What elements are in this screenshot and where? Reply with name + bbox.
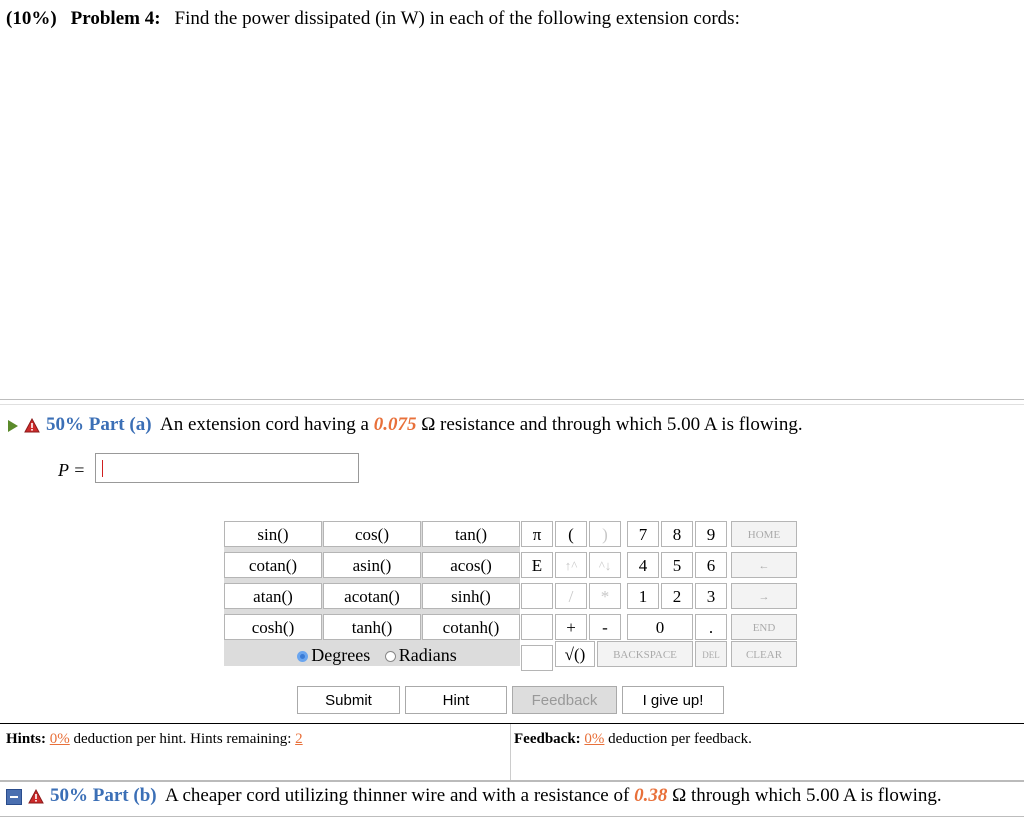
calculator-keypad: [521, 521, 797, 666]
left-paren-key[interactable]: (: [555, 521, 587, 547]
superscript-up-key[interactable]: ↑^: [555, 552, 587, 578]
sin-button[interactable]: sin(): [224, 521, 322, 547]
degrees-radio[interactable]: [297, 651, 308, 662]
cotan-button[interactable]: cotan(): [224, 552, 322, 578]
digit-8-key[interactable]: 8: [661, 521, 693, 547]
digit-3-key[interactable]: 3: [695, 583, 727, 609]
problem-text: Find the power dissipated (in W) in each of the following extension cords:: [174, 8, 740, 29]
part-a-text-after: Ω resistance and through which 5.00 A is flowing.: [421, 414, 803, 435]
warning-icon: [24, 418, 40, 433]
tanh-button[interactable]: tanh(): [323, 614, 421, 640]
answer-label: P =: [58, 460, 86, 480]
right-arrow-key[interactable]: →: [731, 583, 797, 609]
part-a-value: 0.075: [373, 414, 417, 435]
hints-percent: 0%: [49, 731, 70, 747]
e-key[interactable]: E: [521, 552, 553, 578]
digit-9-key[interactable]: 9: [695, 521, 727, 547]
digit-0-key[interactable]: 0: [627, 614, 693, 640]
text-caret: [102, 460, 103, 477]
feedback-text: deduction per feedback.: [608, 731, 752, 747]
part-b-value: 0.38: [634, 785, 668, 806]
pi-key[interactable]: π: [521, 521, 553, 547]
divide-key[interactable]: /: [555, 583, 587, 609]
angle-mode-row: [224, 645, 520, 666]
degrees-label: Degrees: [311, 645, 371, 665]
calculator-functions: [224, 521, 520, 666]
digit-1-key[interactable]: 1: [627, 583, 659, 609]
cotanh-button[interactable]: cotanh(): [422, 614, 520, 640]
part-a-text-before: An extension cord having a: [159, 414, 369, 435]
hints-remaining: 2: [295, 731, 303, 747]
sqrt-key[interactable]: √(): [555, 641, 595, 667]
left-arrow-key[interactable]: ←: [731, 552, 797, 578]
home-key[interactable]: HOME: [731, 521, 797, 547]
tan-button[interactable]: tan(): [422, 521, 520, 547]
part-b-text-before: A cheaper cord utilizing thinner wire and with a resistance of: [165, 785, 630, 806]
cos-button[interactable]: cos(): [323, 521, 421, 547]
right-paren-key[interactable]: ): [589, 521, 621, 547]
asin-button[interactable]: asin(): [323, 552, 421, 578]
problem-title: Problem 4:: [70, 8, 161, 29]
radians-radio[interactable]: [385, 651, 396, 662]
minus-key[interactable]: -: [589, 614, 621, 640]
digit-4-key[interactable]: 4: [627, 552, 659, 578]
digit-6-key[interactable]: 6: [695, 552, 727, 578]
superscript-down-key[interactable]: ^↓: [589, 552, 621, 578]
sinh-button[interactable]: sinh(): [422, 583, 520, 609]
acos-button[interactable]: acos(): [422, 552, 520, 578]
give-up-button[interactable]: I give up!: [622, 686, 724, 714]
decimal-point-key[interactable]: .: [695, 614, 727, 640]
hints-divider: [0, 723, 1024, 724]
part-b-text-after: Ω through which 5.00 A is flowing.: [672, 785, 942, 806]
multiply-key[interactable]: *: [589, 583, 621, 609]
part-b-label: Part (b): [92, 785, 157, 806]
divider: [0, 399, 1024, 400]
end-key[interactable]: END: [731, 614, 797, 640]
part-b-percent: 50%: [50, 785, 88, 806]
hints-info: [6, 731, 303, 748]
warning-icon: [28, 789, 44, 804]
answer-input[interactable]: [95, 453, 359, 483]
clear-key[interactable]: CLEAR: [731, 641, 797, 667]
expand-arrow-icon[interactable]: [8, 420, 18, 432]
submit-button[interactable]: Submit: [297, 686, 400, 714]
cosh-button[interactable]: cosh(): [224, 614, 322, 640]
part-b-row: [0, 785, 1024, 807]
backspace-key[interactable]: BACKSPACE: [597, 641, 693, 667]
hints-text: deduction per hint. Hints remaining:: [73, 731, 292, 747]
delete-key[interactable]: DEL: [695, 641, 727, 667]
digit-2-key[interactable]: 2: [661, 583, 693, 609]
blank-key: [521, 583, 553, 609]
hint-button[interactable]: Hint: [405, 686, 507, 714]
part-a-percent: 50%: [46, 414, 84, 435]
hints-feedback-divider: [510, 724, 511, 780]
digit-5-key[interactable]: 5: [661, 552, 693, 578]
divider: [0, 780, 1024, 782]
feedback-button[interactable]: Feedback: [512, 686, 617, 714]
blank-key: [521, 614, 553, 640]
divider: [0, 404, 1024, 405]
digit-7-key[interactable]: 7: [627, 521, 659, 547]
atan-button[interactable]: atan(): [224, 583, 322, 609]
radians-label: Radians: [398, 645, 457, 665]
hints-label: Hints:: [6, 731, 47, 747]
feedback-percent: 0%: [584, 731, 605, 747]
blank-key: [521, 645, 553, 671]
acotan-button[interactable]: acotan(): [323, 583, 421, 609]
feedback-label: Feedback:: [514, 731, 581, 747]
problem-header: [6, 8, 740, 30]
plus-key[interactable]: +: [555, 614, 587, 640]
problem-weight: (10%): [6, 8, 57, 29]
feedback-info: [514, 731, 752, 748]
part-a-label: Part (a): [88, 414, 152, 435]
part-a-row: [0, 414, 1024, 436]
divider: [0, 816, 1024, 817]
collapse-icon[interactable]: [6, 789, 22, 805]
